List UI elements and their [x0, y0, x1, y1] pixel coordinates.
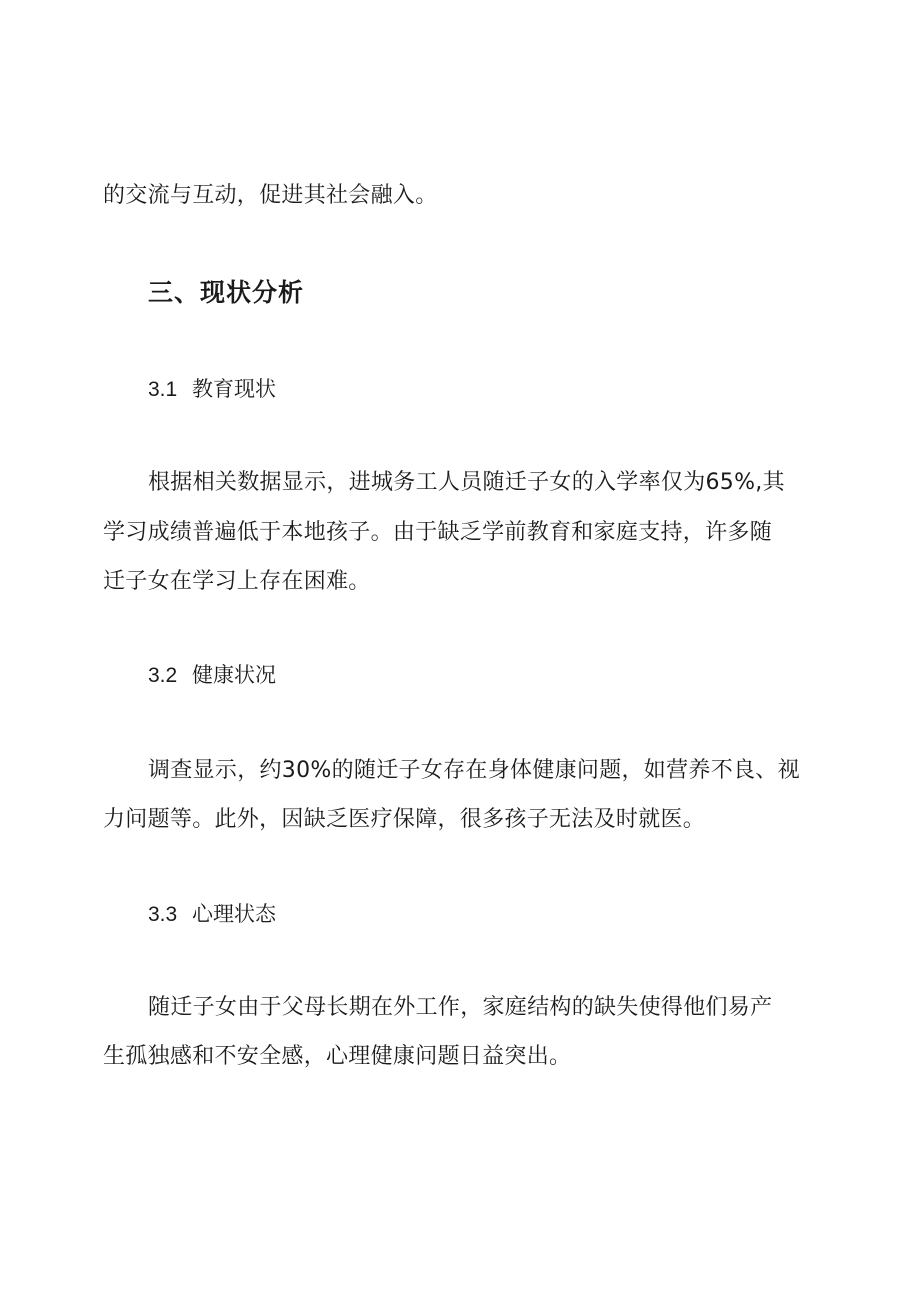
paragraph-line: 学习成绩普遍低于本地孩子。由于缺乏学前教育和家庭支持，许多随 — [103, 520, 773, 545]
subsection-title: 心理状态 — [192, 902, 276, 926]
paragraph-line: 生孤独感和不安全感，心理健康问题日益突出。 — [103, 1044, 572, 1069]
subsection-heading-education — [148, 375, 276, 404]
paragraph-line: 迁子女在学习上存在困难。 — [103, 569, 371, 594]
paragraph-line: 调查显示，约30%的随迁子女存在身体健康问题，如营养不良、视 — [148, 758, 800, 783]
paragraph-continuation: 的交流与互动，促进其社会融入。 — [103, 183, 438, 208]
subsection-heading-psychology — [148, 900, 276, 929]
subsection-number: 3.3 — [148, 903, 178, 926]
subsection-heading-health — [148, 661, 276, 690]
section-heading: 三、现状分析 — [148, 278, 305, 307]
subsection-title: 健康状况 — [192, 663, 276, 687]
subsection-title: 教育现状 — [192, 377, 276, 401]
paragraph-line: 力问题等。此外，因缺乏医疗保障，很多孩子无法及时就医。 — [103, 807, 706, 832]
paragraph-line: 根据相关数据显示，进城务工人员随迁子女的入学率仅为65%,其 — [148, 470, 785, 495]
subsection-number: 3.2 — [148, 664, 178, 687]
paragraph-line: 随迁子女由于父母长期在外工作，家庭结构的缺失使得他们易产 — [148, 995, 773, 1020]
subsection-number: 3.1 — [148, 378, 178, 401]
